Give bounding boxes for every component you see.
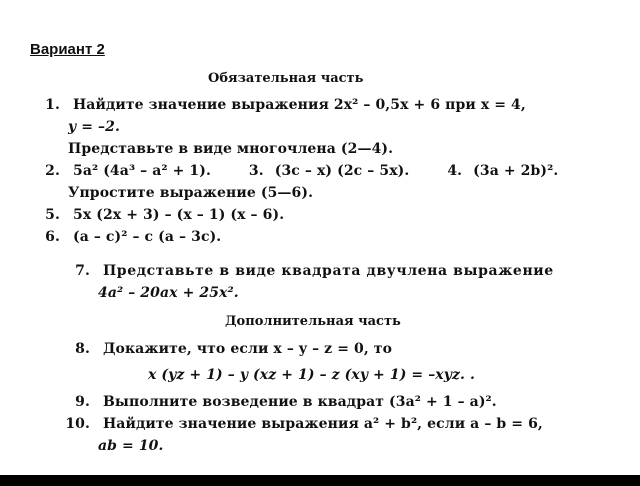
- tasks-2-4: 2. 5a² (4a³ – a² + 1). 3. (3c – x) (2c – 5x). 4. (3a + 2b)².: [45, 163, 559, 179]
- task-7-text: Представьте в виде квадрата двучлена выражение: [102, 263, 554, 279]
- task-3-text: (3c – x) (2c – 5x).: [274, 163, 410, 179]
- task-1: 1. Найдите значение выражения 2x² – 0,5x + 6 при x = 4,: [45, 97, 526, 113]
- task-8: 8. Докажите, что если x – y – z = 0, то: [75, 341, 393, 357]
- additional-heading: Дополнительная часть: [225, 314, 401, 329]
- task-2-text: 5a² (4a³ – a² + 1).: [72, 163, 211, 179]
- task-1-text: Найдите значение выражения 2x² – 0,5x + 6 при x = 4,: [72, 97, 526, 113]
- task-10: 10. Найдите значение выражения a² + b², если a – b = 6,: [65, 416, 543, 432]
- task-1-cont: y = –2.: [68, 119, 120, 135]
- mandatory-heading: Обязательная часть: [208, 71, 364, 86]
- task-8-identity: x (yz + 1) – y (xz + 1) – z (xy + 1) = –xyz. .: [148, 367, 475, 383]
- variant-title: Вариант 2: [30, 41, 105, 58]
- instruction-simplify: Упростите выражение (5—6).: [68, 185, 314, 201]
- task-5: 5. 5x (2x + 3) – (x – 1) (x – 6).: [45, 207, 285, 223]
- task-7-cont: 4a² – 20ax + 25x².: [98, 285, 239, 301]
- instruction-polynomial: Представьте в виде многочлена (2—4).: [68, 141, 394, 157]
- task-8-text: Докажите, что если x – y – z = 0, то: [102, 341, 393, 357]
- task-6-text: (a – c)² – c (a – 3c).: [72, 229, 222, 245]
- task-4-text: (3a + 2b)².: [473, 163, 559, 179]
- task-9: 9. Выполните возведение в квадрат (3a² + 1 – a)².: [75, 394, 497, 410]
- task-7: 7. Представьте в виде квадрата двучлена выражение: [75, 263, 554, 279]
- task-10-cont: ab = 10.: [98, 438, 164, 454]
- task-6: 6. (a – c)² – c (a – 3c).: [45, 229, 222, 245]
- task-5-text: 5x (2x + 3) – (x – 1) (x – 6).: [72, 207, 285, 223]
- task-9-text: Выполните возведение в квадрат (3a² + 1 – a)².: [102, 394, 497, 410]
- task-10-text: Найдите значение выражения a² + b², если a – b = 6,: [102, 416, 543, 432]
